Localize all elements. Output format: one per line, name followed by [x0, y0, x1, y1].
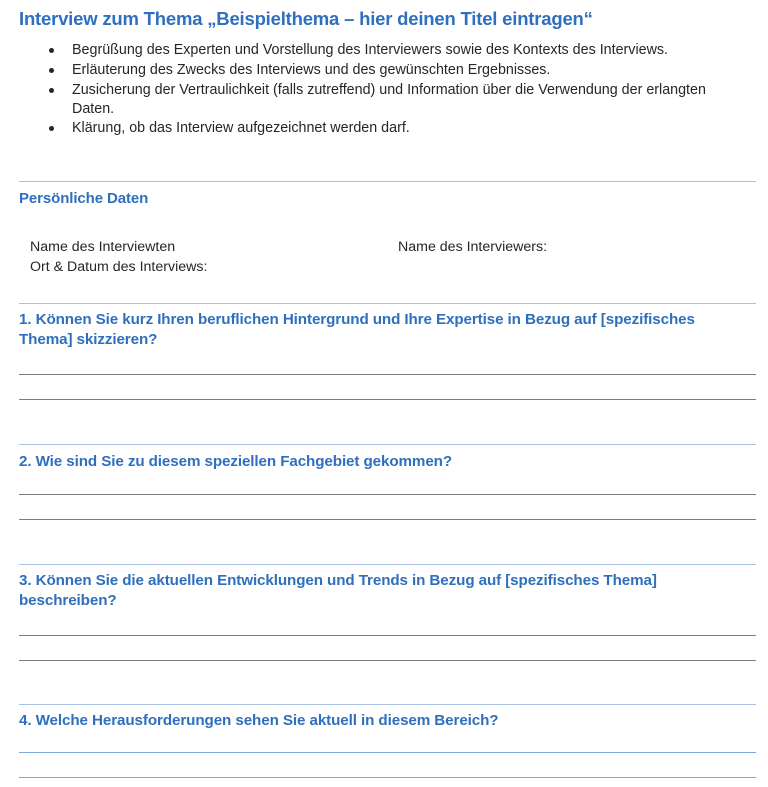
- question-heading-1: 1. Können Sie kurz Ihren beruflichen Hintergrund und Ihre Expertise in Bezug auf [spezifisches Thema] skizzieren?: [19, 311, 695, 349]
- bullet-icon: [49, 88, 54, 93]
- section-divider-personal-data: [19, 181, 756, 182]
- answer-line[interactable]: [19, 777, 756, 778]
- list-item-text: Erläuterung des Zwecks des Interviews und des gewünschten Ergebnisses.: [72, 61, 551, 78]
- label-name-interviewee: Name des Interviewten: [30, 239, 176, 255]
- section-divider-question-4: [19, 704, 756, 705]
- list-item: [44, 119, 734, 138]
- label-name-interviewer: Name des Interviewers:: [398, 239, 548, 255]
- label-place-date: Ort & Datum des Interviews:: [30, 259, 208, 275]
- bullet-icon: [49, 126, 54, 131]
- question-heading-2: 2. Wie sind Sie zu diesem speziellen Fachgebiet gekommen?: [19, 453, 453, 470]
- section-divider-question-1: [19, 303, 756, 304]
- answer-line[interactable]: [19, 752, 756, 753]
- answer-line[interactable]: [19, 660, 756, 661]
- answer-line[interactable]: [19, 374, 756, 375]
- section-heading-personal-data: Persönliche Daten: [19, 190, 149, 207]
- list-item-text: Begrüßung des Experten und Vorstellung des Interviewers sowie des Kontexts des Interviews.: [72, 42, 669, 58]
- intro-bullet-list: [44, 41, 734, 139]
- list-item: [44, 61, 734, 80]
- section-divider-question-3: [19, 564, 756, 565]
- list-item: [44, 81, 734, 119]
- page-title: Interview zum Thema „Beispielthema – hier deinen Titel eintragen“: [19, 8, 593, 29]
- bullet-icon: [49, 68, 54, 73]
- answer-line[interactable]: [19, 494, 756, 495]
- question-heading-4: 4. Welche Herausforderungen sehen Sie aktuell in diesem Bereich?: [19, 712, 499, 729]
- list-item-text: Zusicherung der Vertraulichkeit (falls zutreffend) und Information über die Verwendung der erlangten Daten.: [72, 81, 706, 117]
- question-heading-3: 3. Können Sie die aktuellen Entwicklungen und Trends in Bezug auf [spezifisches Thema] beschreiben?: [19, 572, 657, 610]
- list-item-text: Klärung, ob das Interview aufgezeichnet werden darf.: [72, 120, 410, 137]
- list-item: [44, 41, 734, 60]
- answer-line[interactable]: [19, 519, 756, 520]
- bullet-icon: [49, 48, 54, 53]
- section-divider-question-2: [19, 444, 756, 445]
- answer-line[interactable]: [19, 635, 756, 636]
- answer-line[interactable]: [19, 399, 756, 400]
